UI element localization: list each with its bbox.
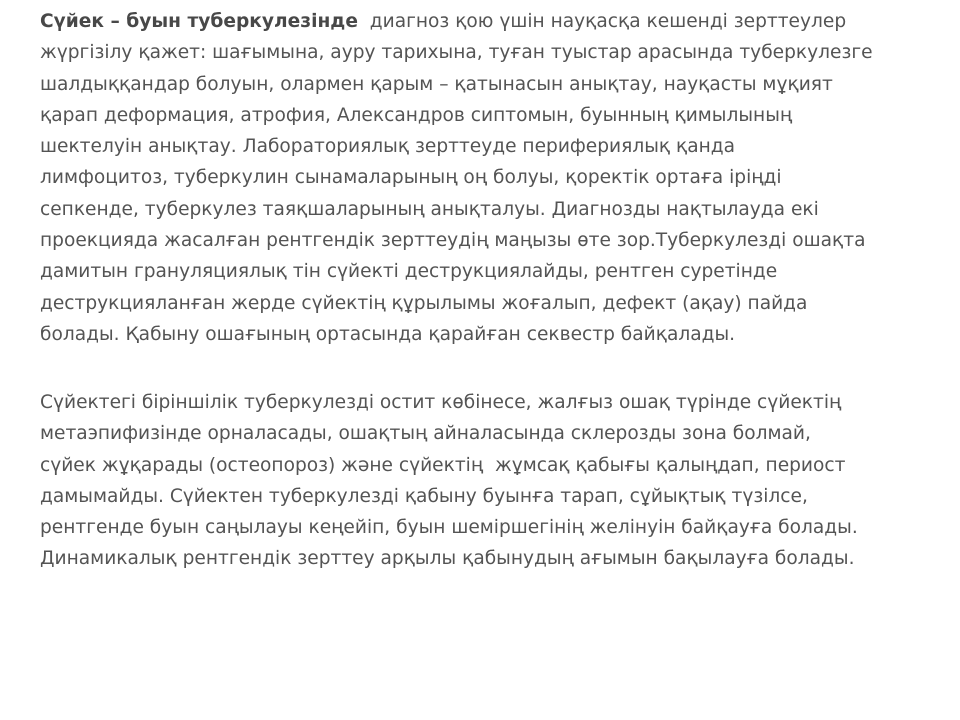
- paragraph-line: қарап деформация, атрофия, Александров сиптомын, буынның қимылының: [40, 104, 793, 126]
- paragraph-line: шектелуін анықтау. Лабораториялық зерттеуде перифериялық қанда: [40, 136, 736, 158]
- paragraph-line: [40, 6, 936, 37]
- paragraph-diagnosis: [40, 6, 936, 350]
- paragraph-osteitis: [40, 387, 936, 575]
- paragraph-line: метаэпифизінде орналасады, ошақтың айналасында склерозды зона болмай,: [40, 423, 811, 445]
- lead-term: Сүйек – буын туберкулезінде: [40, 11, 358, 32]
- paragraph-line: дамымайды. Сүйектен туберкулезді қабыну буынға тарап, сұйықтық түзілсе,: [40, 485, 808, 507]
- paragraph-line: сүйек жұқарады (остеопороз) және сүйектің жұмсақ қабығы қалыңдап, периост: [40, 454, 846, 476]
- paragraph-line: проекцияда жасалған рентгендік зерттеудің маңызы өте зор.Туберкулезді ошақта: [40, 230, 866, 252]
- paragraph-line: лимфоцитоз, туберкулин сынамаларының оң болуы, қоректік ортаға іріңді: [40, 167, 782, 189]
- paragraph-line: сепкенде, туберкулез таяқшаларының анықталуы. Диагнозды нақтылауда екі: [40, 198, 819, 220]
- paragraph-line: жүргізілу қажет: шағымына, ауру тарихына, туған туыстар арасында туберкулезге: [40, 42, 873, 64]
- paragraph-line: деструкцияланған жерде сүйектің құрылымы жоғалып, дефект (ақау) пайда: [40, 292, 808, 314]
- paragraph-line: болады. Қабыну ошағының ортасында қарайған секвестр байқалады.: [40, 323, 736, 345]
- paragraph-line: рентгенде буын саңылауы кеңейіп, буын шеміршегінің желінуін байқауға болады.: [40, 517, 858, 539]
- paragraph-line: Сүйектегі біріншілік туберкулезді остит көбінесе, жалғыз ошақ түрінде сүйектің: [40, 392, 842, 413]
- line-text: диагноз қою үшін науқасқа кешенді зерттеулер: [357, 11, 847, 32]
- paragraph-line: Динамикалық рентгендік зерттеу арқылы қабынудың ағымын бақылауға болады.: [40, 548, 855, 570]
- paragraph-line: шалдыққандар болуын, олармен қарым – қатынасын анықтау, науқасты мұқият: [40, 73, 833, 95]
- paragraph-line: дамитын грануляциялық тін сүйекті деструкциялайды, рентген суретінде: [40, 261, 778, 283]
